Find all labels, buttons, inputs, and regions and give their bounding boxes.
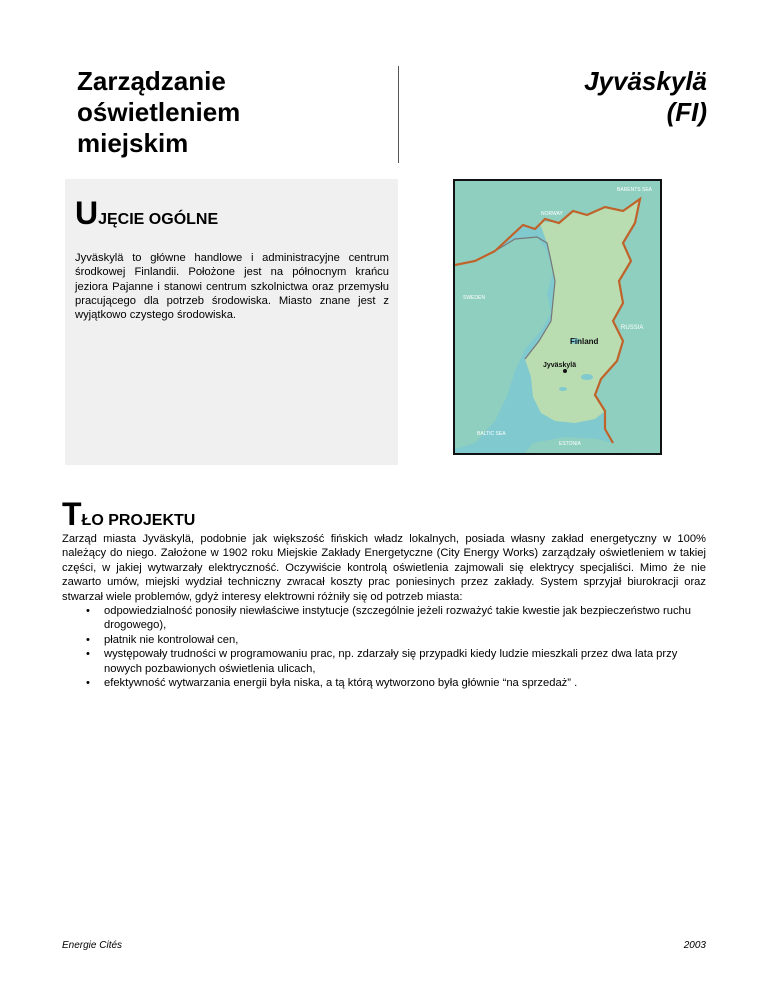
list-item: • płatnik nie kontrolował cen, bbox=[62, 633, 706, 647]
finland-map bbox=[453, 179, 662, 455]
label-norway: NORWAY bbox=[541, 211, 563, 217]
heading-initial: T bbox=[62, 496, 82, 532]
city-name: Jyväskylä bbox=[584, 66, 707, 96]
problem-list bbox=[62, 604, 706, 690]
heading-rest: ŁO PROJEKTU bbox=[81, 512, 196, 529]
heading-initial: U bbox=[75, 195, 99, 231]
overview-text: Jyväskylä to główne handlowe i administracyjne centrum środkowej Finlandii. Położone jest na północnym krańcu jeziora Pajanne i stanowi centrum szkolnictwa oraz przemysłu pracującego dla potrzeb środowiska. Miasto znane jest z wyjątkowo czystego środowiska. bbox=[75, 252, 389, 322]
label-city: Jyväskylä bbox=[543, 362, 577, 369]
title-line: miejskim bbox=[77, 128, 189, 158]
project-heading bbox=[62, 496, 195, 533]
label-finland: Finland bbox=[570, 337, 599, 346]
country-code: (FI) bbox=[666, 97, 707, 127]
lake bbox=[581, 374, 593, 380]
map-graphic bbox=[455, 181, 660, 453]
list-item: • występowały trudności w programowaniu prac, np. zdarzały się przypadki kiedy ludzie mieszkali przez dwa lata przy nowych pozbawionych oświetlenia ulicach, bbox=[62, 647, 706, 676]
list-item: • odpowiedzialność ponosiły niewłaściwe instytucje (szczególnie jeżeli rozważyć takie kwestie jak bezpieczeństwo ruchu drogowego), bbox=[62, 604, 706, 633]
lake bbox=[559, 387, 567, 391]
heading-rest: JĘCIE OGÓLNE bbox=[98, 211, 219, 228]
city-marker-icon bbox=[563, 369, 567, 373]
city-title bbox=[407, 66, 707, 128]
footer-publisher: Energie Cités bbox=[62, 940, 123, 951]
footer-year: 2003 bbox=[683, 940, 706, 951]
document-title bbox=[77, 66, 377, 159]
label-baltic: BALTIC SEA bbox=[477, 431, 506, 437]
list-item: • efektywność wytwarzania energii była niska, a tą którą wytworzono była głównie “na sprzedaż” . bbox=[62, 676, 706, 690]
label-estonia: ESTONIA bbox=[559, 441, 581, 447]
project-text: Zarząd miasta Jyväskylä, podobnie jak większość fińskich władz lokalnych, posiada własny zakład energetyczny w 100% należący do niego. Założone w 1902 roku Miejskie Zakłady Energetyczne (City Energy Works) zarządzały oświetleniem w takiej części, w jakiej wytwarzały elektryczność. Oczywiście kontrolą oświetlenia zajmowali się elektrycy specjaliści. Mimo że nie zawarto umów, miejski wydział techniczny zwracał koszty prac poniesinych przez zakłady. System sprzyjał biurokracji oraz stwarzał wiele problemów, gdyż interesy elektrowni różniły się od potrzeb miasta: bbox=[62, 533, 706, 603]
title-line: oświetleniem bbox=[77, 97, 241, 127]
header-divider bbox=[398, 66, 399, 163]
overview-heading bbox=[75, 195, 218, 232]
label-barents: BARENTS SEA bbox=[617, 187, 653, 193]
label-russia: RUSSIA bbox=[621, 325, 644, 331]
label-sweden: SWEDEN bbox=[463, 295, 485, 301]
title-line: Zarządzanie bbox=[77, 66, 226, 96]
overview-section bbox=[65, 179, 398, 465]
